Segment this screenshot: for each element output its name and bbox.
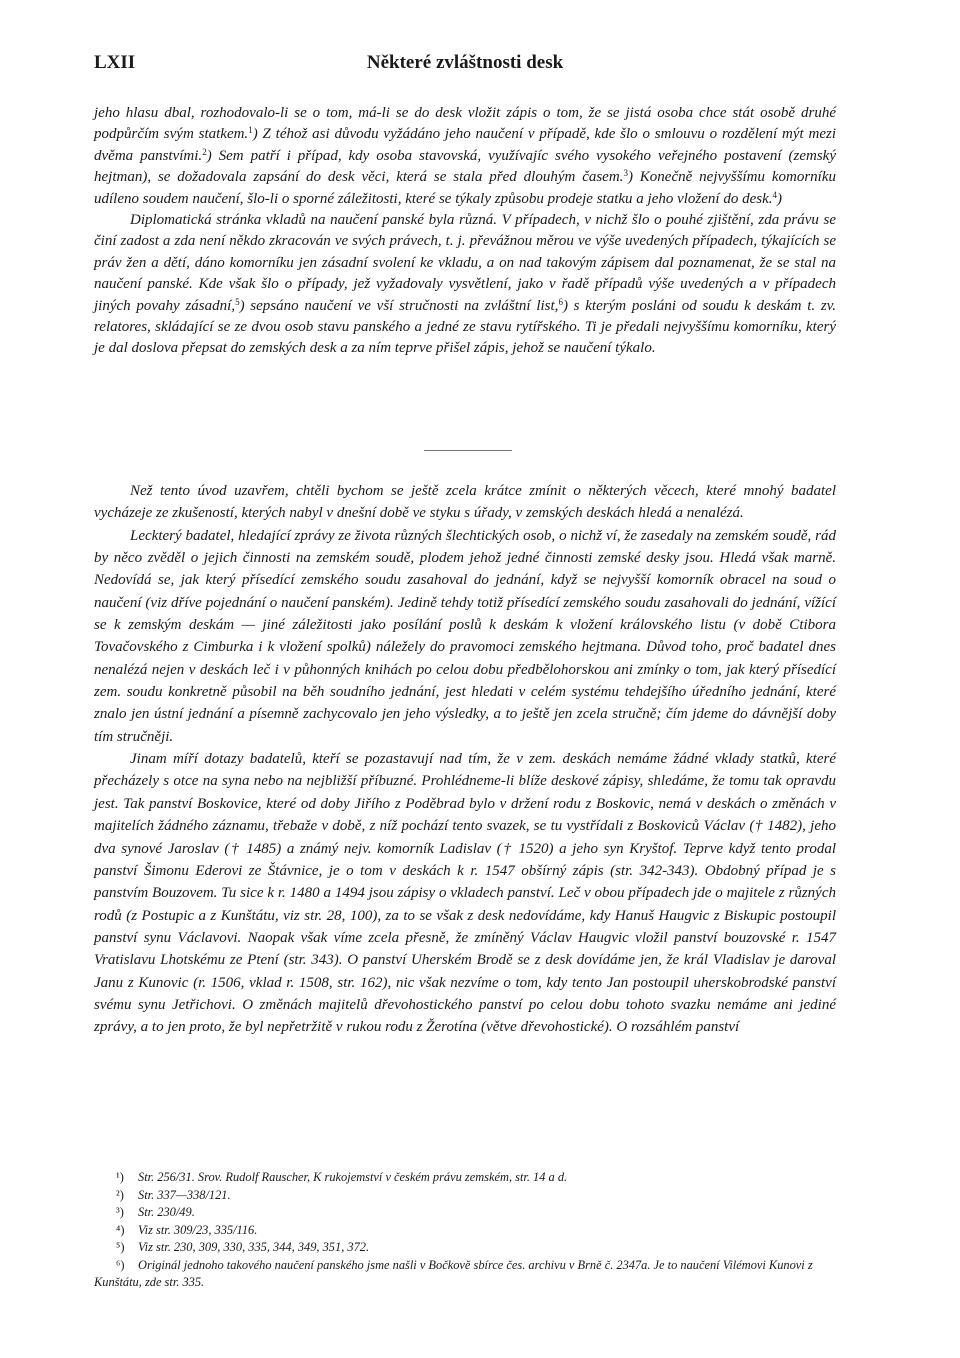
footnote-ref: 3 (623, 168, 628, 179)
footnote: ²) Str. 337—338/121. (116, 1187, 231, 1202)
footnote: ³) Str. 230/49. (116, 1205, 195, 1219)
paragraph: Diplomatická stránka vkladů na naučení panské byla různá. V případech, v nichž šlo o pouhé zjištění, zda právu se činí zadost a zda není někdo zkracován ve svých právech, t. j. převážnou měrou ve výše uvedených případech, týkajících se práv žen a dětí, dáno komorníku jen zásadní svolení ke vkladu, a on nad takovým zápisem dal poznamenat, že se stal na naučení panské. Kde však šlo o případy, jež vyžadovaly vysvětlení, jako v řadě případů výše uvedených a v případech jiných povahy zásadní,$^5$) sepsáno naučení ve vší stručnosti na zvláštní list,$^6$) s kterým posláni od soudu k deskám t. zv. relatores, skládající se ze dvou osob stavu panského a jedné ze stavu rytířského. Ti je předali nejvyššímu komorníku, který je dal doslova přepsat do zemských desk a za ním teprve přišel zápis, jehož se naučení týkalo. (94, 212, 837, 357)
footnote-ref: 4 (772, 189, 777, 200)
footnote: ⁵) Viz str. 230, 309, 330, 335, 344, 349, 351, 372. (116, 1240, 370, 1254)
page-header (94, 52, 836, 80)
footnote-ref: 6 (558, 296, 563, 307)
running-title: Některé zvláštnosti desk (366, 52, 564, 73)
footnote-ref: 1 (248, 125, 253, 136)
footnote: ⁴) Viz str. 309/23, 335/116. (116, 1222, 258, 1237)
footnote-ref: 5 (235, 296, 240, 307)
main-section (94, 480, 836, 1039)
top-section (94, 103, 836, 360)
section-divider (424, 450, 512, 451)
paragraph: jeho hlasu dbal, rozhodovalo-li se o tom, má-li se do desk vložit zápis o tom, že se jistá osoba chce stát osobě druhé podpůrčím svým statkem.$^1$) Z téhož asi důvodu vyžádáno jeho naučení v případě, kde šlo o smlouvu o rozdělení mýt mezi dvěma panstvími.$^2$) Sem patří i případ, kdy osoba stavovská, využívajíc svého vysokého veřejného postavení (zemský hejtman), se dožadovala zapsání do desk věci, která se stala před dlouhým časem.$^3$) Konečně nejvyššímu komorníku udíleno soudem naučení, šlo-li o sporné záležitosti, které se týkaly způsobu prodeje statku a jeho vložení do desk.$^4$) (94, 105, 836, 207)
footnote-ref: 2 (202, 146, 207, 157)
paragraph: Leckterý badatel, hledající zprávy ze života různých šlechtických osob, o nichž ví, že zasedaly na zemském soudě, rád by něco zvěděl o jejich činnosti na zemském soudě, plodem jehož jedné činnosti zemské desky jsou. Hledá však marně. Nedovídá se, jak který přísedící zemského soudu zasahoval do jednání, když se nejvyšší komorník obracel na soud o naučení (viz dříve pojednání o naučení panském). Jedině tehdy totiž přísedící zemského soudu zasahovali do jednání, vížící se k zemským deskám — jiné záležitosti jako posílání poslů k deskám k vložení královského listu (v době Ctibora Tovačovského z Cimburka i k vložení spolků) náležely do pravomoci zemského hejtmana. Důvod toho, proč badatel dnes nenalézá nejen v deskách leč i v půhonných knihách po celou dobu předbělohorskou ani zmínky o tom, jak který přísedící zem. soudu konkretně působil na běh soudního jednání, jest hledati v celém systému tehdejšího úředního jednání, které znalo jen ústní jednání a písemně zachycovalo jen jeho výsledky, a to ještě jen zcela stručně; čím jdeme do dávnější doby tím stručněji. (94, 527, 836, 745)
footnote: ⁶) Originál jednoho takového naučení panského jsme našli v Bočkově sbírce čes. archivu v Brně č. 2347a. Je to naučení Vilémovi Kunovi z Kunštátu, zde str. 335. (94, 1257, 813, 1289)
footnotes (94, 1169, 836, 1292)
paragraph: Jinam míří dotazy badatelů, kteří se pozastavují nad tím, že v zem. deskách nemáme žádné vklady statků, které přecházely s otce na syna nebo na nejbližší příbuzné. Prohlédneme-li blíže deskové zápisy, shledáme, že tomu tak opravdu jest. Tak panství Boskovice, které od doby Jiřího z Poděbrad bylo v držení rodu z Boskovic, nemá v deskách o změnách v majitelích žádného záznamu, třebaže v době, z níž pochází tento svazek, se tu vystřídali z Boskoviců Václav († 1482), jeho dva synové Jaroslav († 1485) a známý nejv. komorník Ladislav († 1520) a jeho syn Kryštof. Teprve když tento prodal panství Šimonu Ederovi ze Štávnice, je o tom v deskách k r. 1547 obšírný zápis (str. 342-343). Obdobný případ je s panstvím Bouzovem. Tu sice k r. 1480 a 1494 jsou zápisy o vkladech panství. Leč v obou případech jde o majitele z různých rodů (z Postupic a z Kunštátu, viz str. 28, 100), za to se však z desk nedovídáme, kdy Hanuš Haugvic z Biskupic postoupil panství synu Václavovi. Naopak však víme zcela přesně, že zmíněný Václav Haugvic vložil panství bouzovské r. 1547 Vratislavu Lhotskému ze Ptení (str. 343). O panství Uherském Brodě se z desk dovídáme jen, že král Vladislav je daroval Janu z Kunovic (r. 1506, vklad r. 1508, str. 162), nic však nezvíme o tom, kdy tento Jan postoupil uherskobrodské panství svému synu Jetřichovi. O změnách majitelů dřevohostického panství po celou dobu tohoto svazku nemáme ani jediné zprávy, a to jen proto, že byl nepřetržitě v rukou rodu z Žerotína (větve dřevohostické). O rozsáhlém panství (94, 751, 836, 1036)
paragraph: Než tento úvod uzavřem, chtěli bychom se ještě zcela krátce zmínit o některých věcech, které mnohý badatel vycházeje ze zkušeností, kterých nabyl v dnešní době ve styku s úřady, v zemských deskách hledá a nenalézá. (94, 483, 836, 522)
footnote: ¹) Str. 256/31. Srov. Rudolf Rauscher, K rukojemství v českém právu zemském, str. 14 a d. (116, 1170, 568, 1184)
page-number: LXII (94, 52, 136, 73)
